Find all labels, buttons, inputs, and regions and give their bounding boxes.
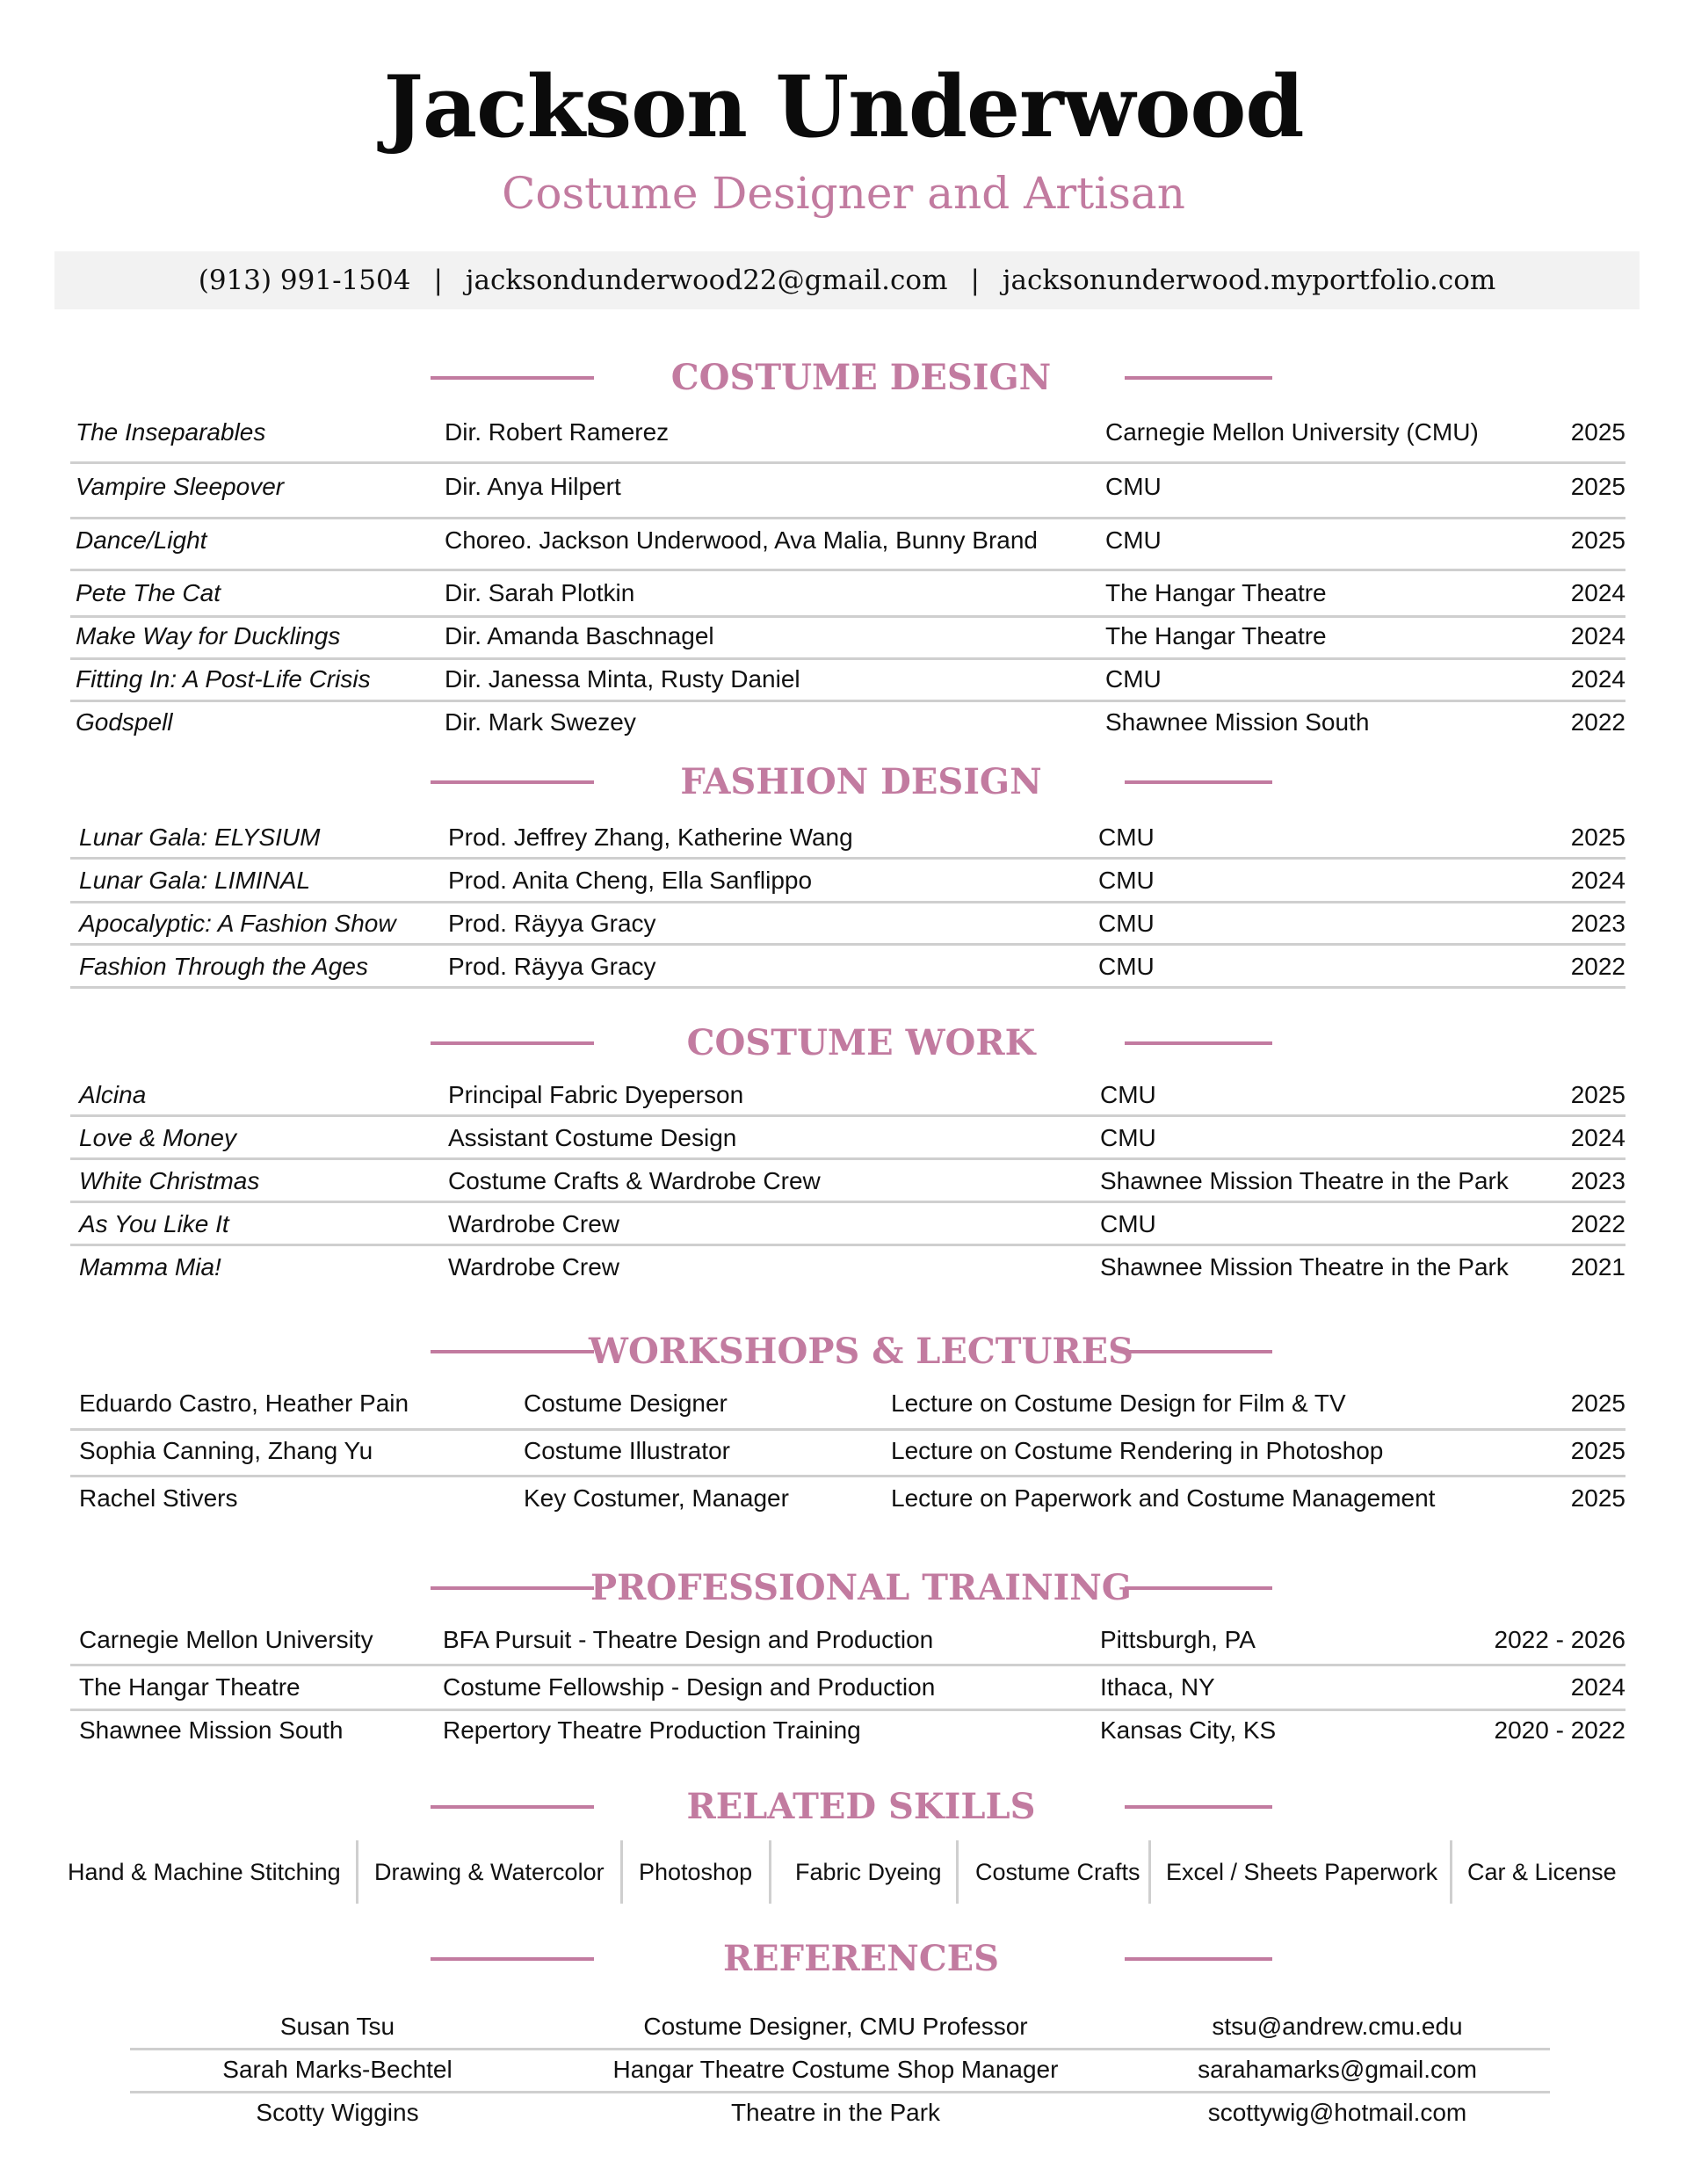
entry-year: 2025 xyxy=(1570,418,1625,446)
row-divider xyxy=(70,1709,1625,1711)
row-divider xyxy=(70,943,1625,946)
entry-role: Prod. Anita Cheng, Ella Sanflippo xyxy=(448,867,813,894)
entry-venue: CMU xyxy=(1105,665,1162,693)
fashion-design-heading xyxy=(0,756,1687,809)
entry-year: 2021 xyxy=(1570,1253,1625,1281)
entry-venue: Shawnee Mission Theatre in the Park xyxy=(1100,1167,1509,1194)
entry-role: Wardrobe Crew xyxy=(448,1210,620,1237)
entry-role: Prod. Räyya Gracy xyxy=(448,953,656,980)
section-title: WORKSHOPS & LECTURES xyxy=(589,1331,1133,1372)
entry-year: 2023 xyxy=(1570,1167,1625,1194)
workshops-lectures-heading xyxy=(0,1325,1687,1378)
entry-year: 2022 xyxy=(1570,1210,1625,1237)
entry-title: Alcina xyxy=(79,1081,147,1108)
skill-item: Car & License xyxy=(1467,1859,1617,1885)
skill-separator xyxy=(1450,1840,1452,1904)
entry-title: The Hangar Theatre xyxy=(79,1673,300,1701)
row-divider xyxy=(70,986,1625,989)
references-heading xyxy=(0,1933,1687,1985)
entry-title: Sophia Canning, Zhang Yu xyxy=(79,1437,373,1464)
skills-list xyxy=(54,1837,1636,1907)
entry-year: 2022 xyxy=(1570,708,1625,736)
entry-year: 2024 xyxy=(1570,1673,1625,1701)
row-divider xyxy=(70,1428,1625,1431)
entry-title: Make Way for Ducklings xyxy=(76,622,341,649)
row-divider xyxy=(70,700,1625,702)
resume-name: Jackson Underwood xyxy=(383,57,1304,156)
entry-role: Principal Fabric Dyeperson xyxy=(448,1081,744,1108)
section-title: FASHION DESIGN xyxy=(680,761,1042,802)
entry-year: 2023 xyxy=(1570,910,1625,937)
entry-title: Eduardo Castro, Heather Pain xyxy=(79,1389,409,1417)
entry-year: 2024 xyxy=(1570,1124,1625,1151)
skill-item: Costume Crafts xyxy=(975,1859,1140,1885)
contact-separator: | xyxy=(433,265,443,296)
entry-title: Fashion Through the Ages xyxy=(79,953,368,980)
entry-venue: Pittsburgh, PA xyxy=(1100,1626,1256,1653)
entry-role: Choreo. Jackson Underwood, Ava Malia, Bunny Brand xyxy=(445,526,1038,554)
entry-year: 2025 xyxy=(1570,1437,1625,1464)
reference-title: Theatre in the Park xyxy=(730,2099,941,2126)
row-divider xyxy=(70,1201,1625,1203)
section-title: COSTUME WORK xyxy=(686,1022,1036,1063)
entry-title: As You Like It xyxy=(79,1210,229,1237)
skill-separator xyxy=(620,1840,623,1904)
entry-year: 2024 xyxy=(1570,622,1625,649)
reference-email: scottywig@hotmail.com xyxy=(1207,2099,1467,2126)
skill-item: Excel / Sheets Paperwork xyxy=(1166,1859,1438,1885)
entry-year: 2024 xyxy=(1570,665,1625,693)
professional-training-heading xyxy=(0,1562,1687,1614)
costume-design-heading xyxy=(0,352,1687,404)
entry-year: 2025 xyxy=(1570,1484,1625,1512)
entry-venue: Lecture on Paperwork and Costume Management xyxy=(891,1484,1436,1512)
entry-title: Fitting In: A Post-Life Crisis xyxy=(76,665,371,693)
entry-role: Wardrobe Crew xyxy=(448,1253,620,1281)
reference-email: sarahamarks@gmail.com xyxy=(1198,2056,1477,2083)
entry-venue: CMU xyxy=(1100,1081,1156,1108)
entry-venue: Shawnee Mission Theatre in the Park xyxy=(1100,1253,1509,1281)
entry-title: Rachel Stivers xyxy=(79,1484,238,1512)
entry-venue: CMU xyxy=(1105,473,1162,500)
email-address: jacksondunderwood22@gmail.com xyxy=(465,265,948,296)
reference-title: Hangar Theatre Costume Shop Manager xyxy=(612,2056,1059,2083)
entry-year: 2025 xyxy=(1570,526,1625,554)
row-divider xyxy=(70,1114,1625,1117)
row-divider xyxy=(70,569,1625,571)
phone-number: (913) 991-1504 xyxy=(198,265,411,296)
entry-role: Costume Illustrator xyxy=(524,1437,730,1464)
entry-role: Dir. Robert Ramerez xyxy=(445,418,670,446)
entry-role: Dir. Mark Swezey xyxy=(445,708,636,736)
entry-venue: Lecture on Costume Design for Film & TV xyxy=(891,1389,1346,1417)
entry-venue: Kansas City, KS xyxy=(1100,1716,1277,1744)
entry-venue: The Hangar Theatre xyxy=(1105,579,1327,606)
row-divider xyxy=(70,1664,1625,1666)
entry-venue: Carnegie Mellon University (CMU) xyxy=(1105,418,1479,446)
row-divider xyxy=(70,461,1625,464)
entry-venue: Ithaca, NY xyxy=(1100,1673,1215,1701)
row-divider xyxy=(70,517,1625,519)
entry-title: Love & Money xyxy=(79,1124,236,1151)
entry-venue: The Hangar Theatre xyxy=(1105,622,1327,649)
reference-email: stsu@andrew.cmu.edu xyxy=(1212,2013,1463,2040)
entry-venue: CMU xyxy=(1098,824,1155,851)
entry-role: BFA Pursuit - Theatre Design and Production xyxy=(443,1626,934,1653)
entry-venue: CMU xyxy=(1100,1210,1156,1237)
entry-year: 2025 xyxy=(1570,824,1625,851)
entry-role: Repertory Theatre Production Training xyxy=(443,1716,861,1744)
row-divider xyxy=(70,857,1625,860)
entry-role: Costume Fellowship - Design and Production xyxy=(443,1673,936,1701)
reference-name: Susan Tsu xyxy=(279,2013,395,2040)
row-divider xyxy=(70,657,1625,660)
entry-title: Pete The Cat xyxy=(76,579,221,606)
contact-bar xyxy=(54,251,1640,309)
entry-role: Dir. Sarah Plotkin xyxy=(445,579,635,606)
entry-role: Key Costumer, Manager xyxy=(524,1484,789,1512)
entry-role: Dir. Amanda Baschnagel xyxy=(445,622,714,649)
section-title: COSTUME DESIGN xyxy=(670,357,1052,398)
entry-title: Lunar Gala: LIMINAL xyxy=(79,867,311,894)
entry-role: Assistant Costume Design xyxy=(448,1124,737,1151)
skill-item: Hand & Machine Stitching xyxy=(68,1859,341,1885)
related-skills-heading xyxy=(0,1781,1687,1833)
entry-year: 2025 xyxy=(1570,1389,1625,1417)
entry-venue: CMU xyxy=(1105,526,1162,554)
skill-separator xyxy=(1148,1840,1151,1904)
row-divider xyxy=(70,1157,1625,1160)
skill-item: Fabric Dyeing xyxy=(795,1859,942,1885)
entry-title: Vampire Sleepover xyxy=(76,473,285,500)
entry-role: Prod. Jeffrey Zhang, Katherine Wang xyxy=(448,824,853,851)
entry-venue: Lecture on Costume Rendering in Photoshop xyxy=(891,1437,1384,1464)
section-title: REFERENCES xyxy=(722,1938,1000,1979)
entry-year: 2025 xyxy=(1570,1081,1625,1108)
entry-year: 2025 xyxy=(1570,473,1625,500)
entry-year: 2022 xyxy=(1570,953,1625,980)
section-title: RELATED SKILLS xyxy=(686,1786,1036,1827)
entry-venue: CMU xyxy=(1098,953,1155,980)
entry-title: Apocalyptic: A Fashion Show xyxy=(79,910,396,937)
entry-title: Carnegie Mellon University xyxy=(79,1626,373,1653)
entry-venue: CMU xyxy=(1098,867,1155,894)
entry-year: 2020 - 2022 xyxy=(1494,1716,1625,1744)
entry-role: Costume Crafts & Wardrobe Crew xyxy=(448,1167,821,1194)
reference-title: Costume Designer, CMU Professor xyxy=(643,2013,1028,2040)
entry-role: Prod. Räyya Gracy xyxy=(448,910,656,937)
contact-separator: | xyxy=(970,265,980,296)
row-divider xyxy=(70,615,1625,618)
skill-item: Photoshop xyxy=(639,1859,753,1885)
skill-separator xyxy=(356,1840,358,1904)
costume-work-heading xyxy=(0,1017,1687,1070)
entry-role: Dir. Janessa Minta, Rusty Daniel xyxy=(445,665,800,693)
entry-venue: CMU xyxy=(1100,1124,1156,1151)
skill-separator xyxy=(956,1840,959,1904)
row-divider xyxy=(130,2048,1550,2050)
entry-year: 2024 xyxy=(1570,579,1625,606)
reference-name: Sarah Marks-Bechtel xyxy=(222,2056,453,2083)
entry-role: Dir. Anya Hilpert xyxy=(445,473,621,500)
entry-title: Shawnee Mission South xyxy=(79,1716,344,1744)
entry-title: Mamma Mia! xyxy=(79,1253,221,1281)
entry-year: 2024 xyxy=(1570,867,1625,894)
entry-venue: Shawnee Mission South xyxy=(1105,708,1370,736)
entry-title: White Christmas xyxy=(79,1167,260,1194)
portfolio-website: jacksonunderwood.myportfolio.com xyxy=(1002,265,1496,296)
skill-item: Drawing & Watercolor xyxy=(374,1859,605,1885)
row-divider xyxy=(70,1244,1625,1246)
entry-role: Costume Designer xyxy=(524,1389,728,1417)
row-divider xyxy=(70,901,1625,903)
entry-venue: CMU xyxy=(1098,910,1155,937)
entry-title: Godspell xyxy=(76,708,173,736)
section-title: PROFESSIONAL TRAINING xyxy=(590,1567,1132,1608)
entry-title: Lunar Gala: ELYSIUM xyxy=(79,824,321,851)
row-divider xyxy=(70,1475,1625,1477)
entry-title: The Inseparables xyxy=(76,418,266,446)
entry-title: Dance/Light xyxy=(76,526,207,554)
row-divider xyxy=(130,2091,1550,2093)
reference-name: Scotty Wiggins xyxy=(256,2099,419,2126)
entry-year: 2022 - 2026 xyxy=(1494,1626,1625,1653)
resume-subtitle: Costume Designer and Artisan xyxy=(502,168,1185,219)
skill-separator xyxy=(769,1840,771,1904)
